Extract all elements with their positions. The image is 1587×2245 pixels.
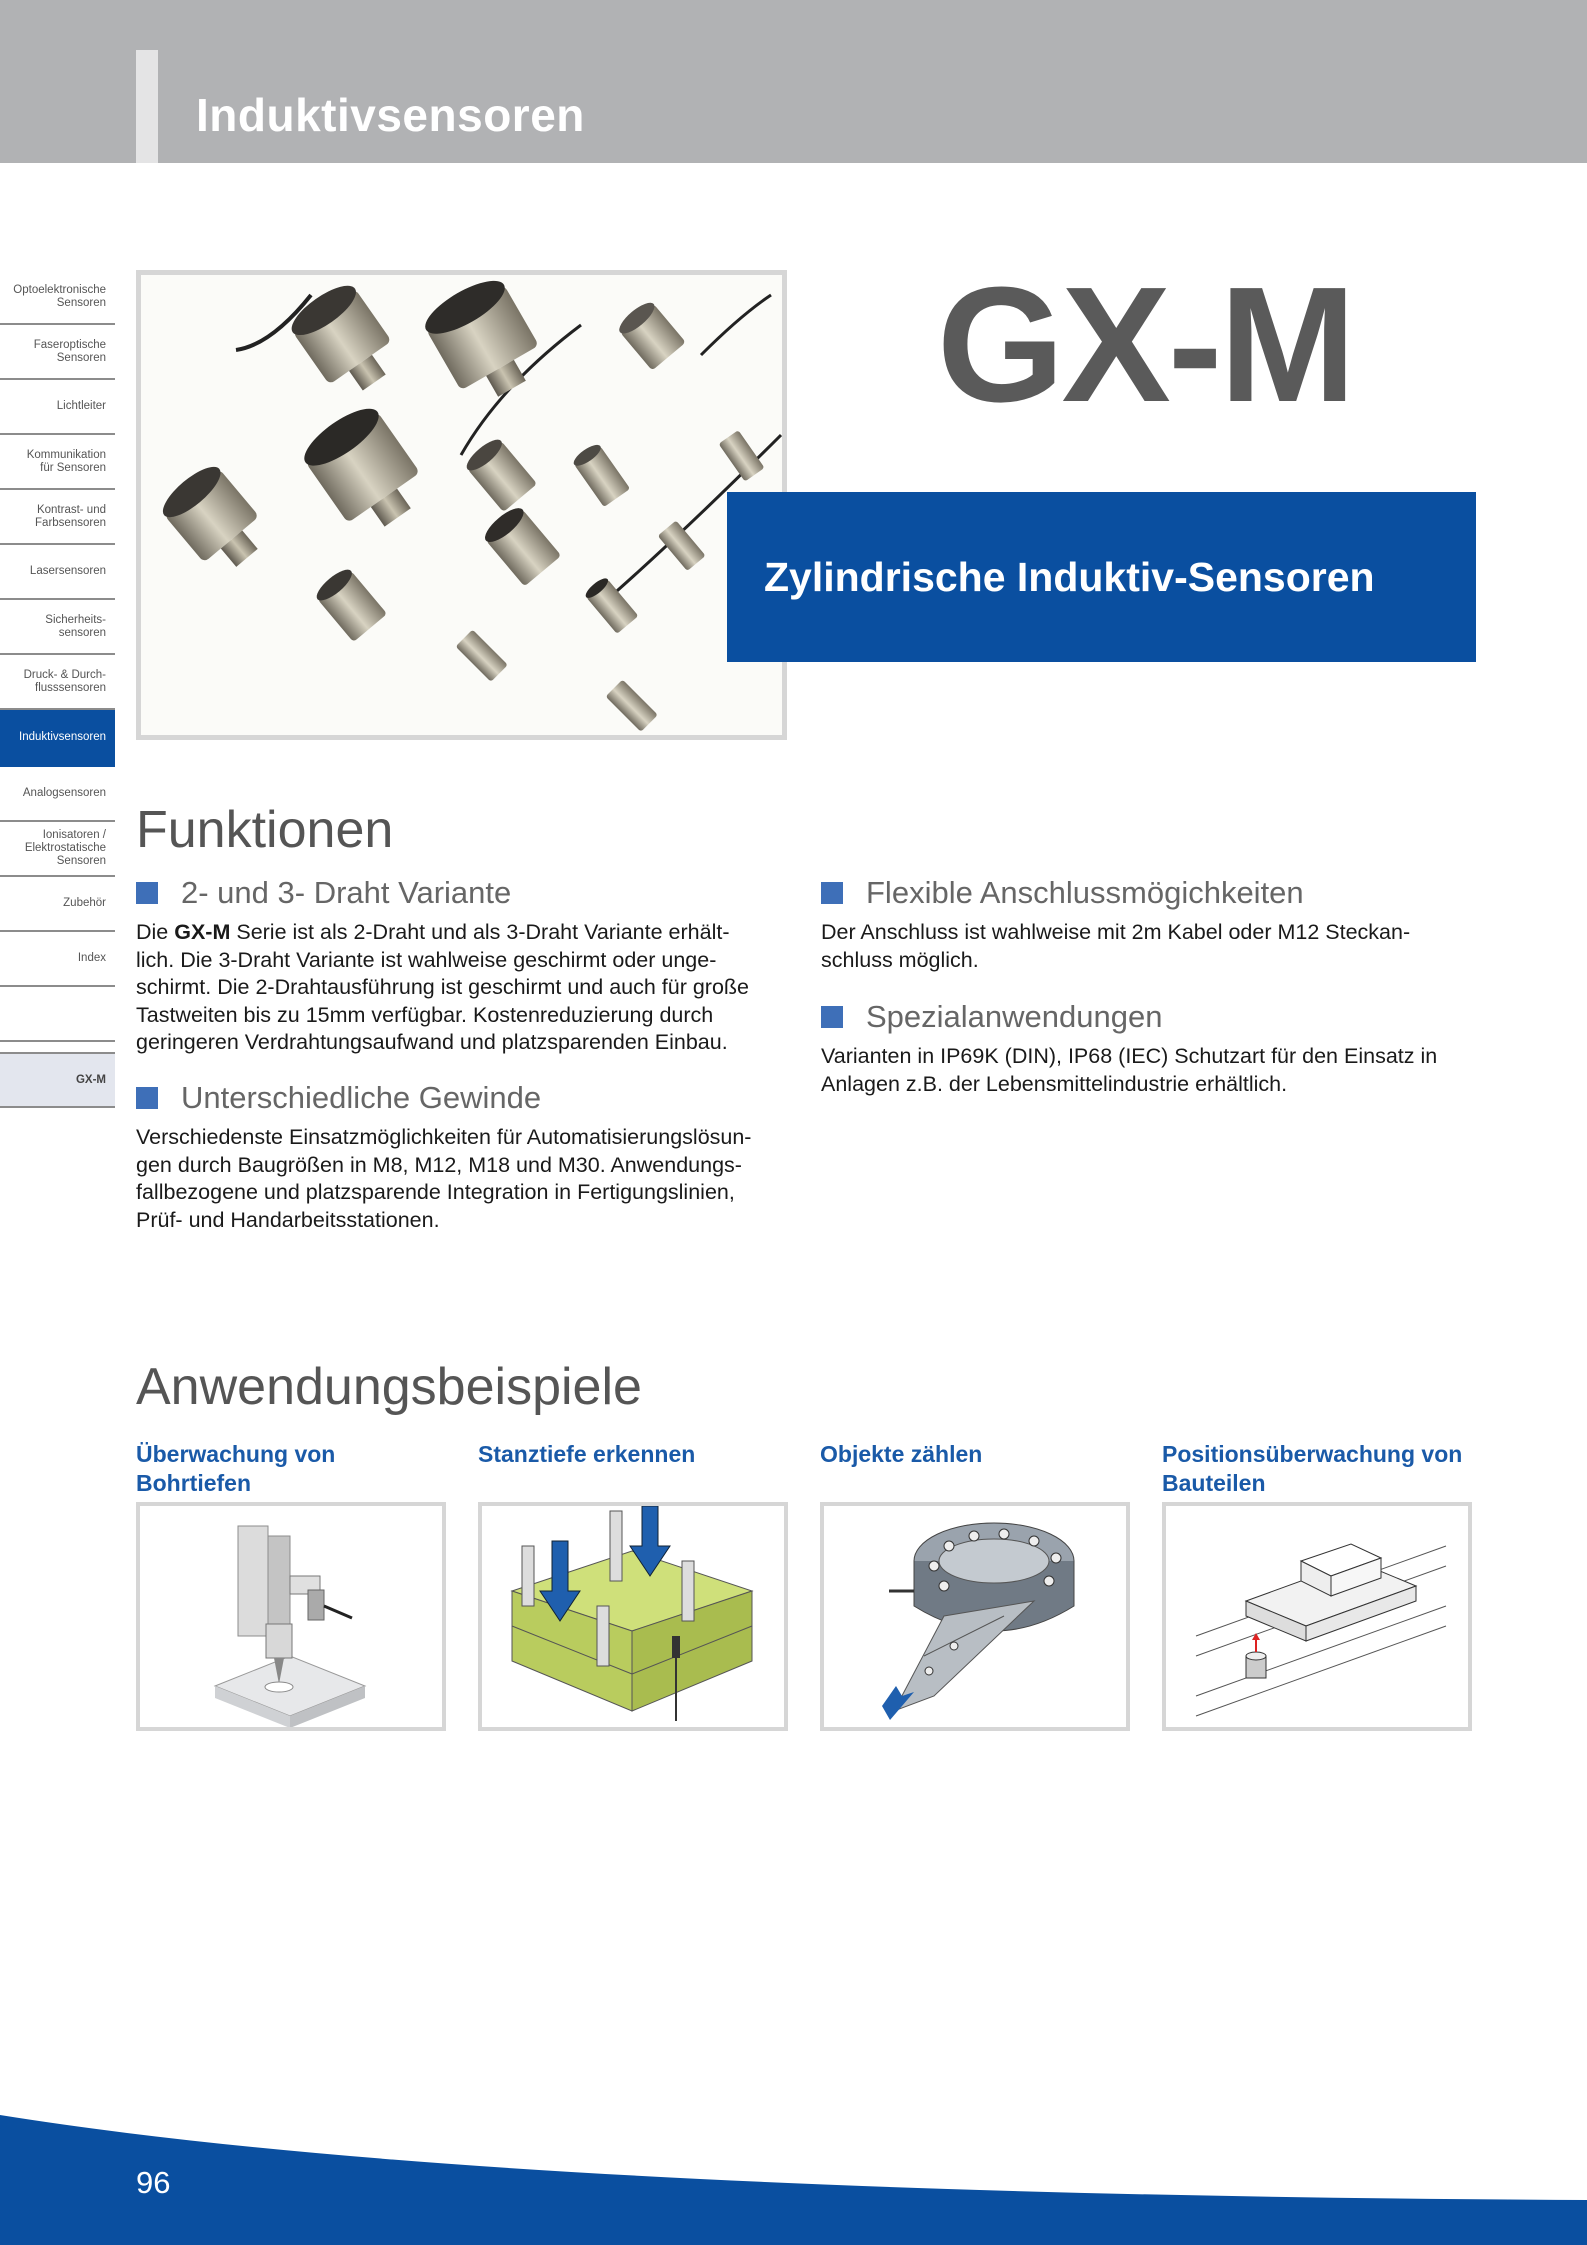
sidebar-product-tab[interactable]	[0, 1052, 115, 1108]
bullet-square-icon	[136, 882, 158, 904]
feature-title: Flexible Anschlussmögichkeiten	[866, 875, 1304, 910]
sidebar-item-label: Faseroptische Sensoren	[33, 338, 106, 364]
sidebar-item-lasersensoren[interactable]	[0, 545, 115, 600]
sidebar-item-zubehoer[interactable]	[0, 877, 115, 932]
sidebar-item-label: Index	[77, 952, 106, 964]
position-monitoring-illustration-icon	[1166, 1506, 1468, 1727]
application-item	[478, 1440, 788, 1731]
application-image	[136, 1502, 446, 1731]
sidebar-item-optoelektronische-sensoren[interactable]	[0, 270, 115, 325]
sidebar-item-kontrast-farbsensoren[interactable]	[0, 490, 115, 545]
product-subtitle: Zylindrische Induktiv-Sensoren	[764, 553, 1375, 600]
sidebar-item-index[interactable]	[0, 932, 115, 987]
feature-gewinde	[136, 1080, 786, 1234]
punch-depth-illustration-icon	[482, 1506, 784, 1727]
footer-wave	[0, 2100, 1587, 2245]
applications-heading: Anwendungsbeispiele	[136, 1358, 642, 1416]
bullet-square-icon	[821, 882, 843, 904]
feature-title: Spezialanwendungen	[866, 999, 1163, 1034]
sidebar-item-label: Kontrast- und Farbsensoren	[35, 503, 106, 529]
application-title: Positionsüberwachung von Bauteilen	[1162, 1441, 1463, 1496]
application-item	[136, 1440, 446, 1731]
application-image	[820, 1502, 1130, 1731]
application-title: Überwachung von Bohrtiefen	[136, 1441, 336, 1496]
bullet-square-icon	[821, 1006, 843, 1028]
product-subtitle-banner	[727, 492, 1476, 662]
feature-2-3-draht	[136, 875, 786, 1057]
application-item	[1162, 1440, 1472, 1731]
bullet-square-icon	[136, 1087, 158, 1109]
feature-text	[136, 919, 786, 1057]
page-title: Induktivsensoren	[196, 89, 585, 141]
product-name: GX-M	[936, 253, 1354, 436]
drill-depth-illustration-icon	[140, 1506, 442, 1727]
application-image	[1162, 1502, 1472, 1731]
sidebar-product-tab-label: GX-M	[75, 1073, 106, 1086]
application-title: Objekte zählen	[820, 1441, 983, 1467]
sidebar-item-label: Sicherheits- sensoren	[45, 613, 106, 639]
application-image	[478, 1502, 788, 1731]
application-item	[820, 1440, 1130, 1731]
sidebar-spacer	[0, 987, 115, 1042]
feature-anschluss	[821, 875, 1471, 974]
sidebar-nav	[0, 270, 115, 1108]
sidebar-item-label: Lasersensoren	[29, 565, 106, 577]
feature-text: Der Anschluss ist wahlweise mit 2m Kabel oder M12 Steckan- schluss möglich.	[821, 920, 1411, 972]
application-title: Stanztiefe erkennen	[478, 1441, 696, 1467]
sidebar-item-label: Ionisatoren / Elektrostatische Sensoren	[24, 829, 106, 867]
feature-spezialanwendungen	[821, 999, 1471, 1098]
inductive-sensors-photo	[141, 275, 782, 735]
feature-text: Varianten in IP69K (DIN), IP68 (IEC) Schutzart für den Einsatz in Anlagen z.B. der Lebensmittelindustrie erhältlich.	[821, 1044, 1438, 1096]
sidebar-item-label: Analogsensoren	[22, 787, 106, 799]
sidebar-item-label: Optoelektronische Sensoren	[13, 283, 106, 309]
header-accent-stripe	[136, 50, 158, 163]
feature-text-rest: Serie ist als 2-Draht und als 3-Draht Variante erhält- lich. Die 3-Draht Variante ist wahlweise geschirmt oder unge- schirmt. Die 2-Drahtausführung ist geschirmt und auch für große Tastweiten bis zu 15mm verfügbar. Kostenreduzierung durch geringeren Verdrahtungsaufwand und platzsparenden Einbau.	[136, 920, 750, 1054]
functions-heading: Funktionen	[136, 801, 394, 859]
sidebar-item-kommunikation[interactable]	[0, 435, 115, 490]
sidebar-item-label: Induktivsensoren	[19, 731, 106, 743]
sidebar-item-label: Zubehör	[63, 897, 106, 909]
product-photo	[136, 270, 787, 740]
feature-text: Verschiedenste Einsatzmöglichkeiten für Automatisierungslösun- gen durch Baugrößen in M8, M12, M18 und M30. Anwendungs- fallbezogene und platzsparende Integration in Fertigungslinien, Prüf- und Handarbeitsstationen.	[136, 1125, 752, 1232]
sidebar-item-ionisatoren[interactable]	[0, 822, 115, 877]
feature-title: 2- und 3- Draht Variante	[181, 875, 512, 910]
feature-text-prefix: Die	[136, 920, 175, 944]
sidebar-item-faseroptische-sensoren[interactable]	[0, 325, 115, 380]
sidebar-item-sicherheitssensoren[interactable]	[0, 600, 115, 655]
sidebar-item-label: Lichtleiter	[56, 400, 106, 412]
sidebar-item-druck-durchflusssensoren[interactable]	[0, 655, 115, 710]
object-counting-illustration-icon	[824, 1506, 1126, 1727]
feature-text-bold: GX-M	[174, 920, 231, 944]
sidebar-item-lichtleiter[interactable]	[0, 380, 115, 435]
sidebar-item-induktivsensoren[interactable]	[0, 710, 115, 767]
sidebar-item-label: Kommunikation für Sensoren	[26, 448, 106, 474]
feature-title: Unterschiedliche Gewinde	[181, 1080, 542, 1115]
page-number: 96	[136, 2165, 171, 2200]
sidebar-item-label: Druck- & Durch- flusssensoren	[23, 668, 106, 694]
sidebar-item-analogsensoren[interactable]	[0, 767, 115, 822]
